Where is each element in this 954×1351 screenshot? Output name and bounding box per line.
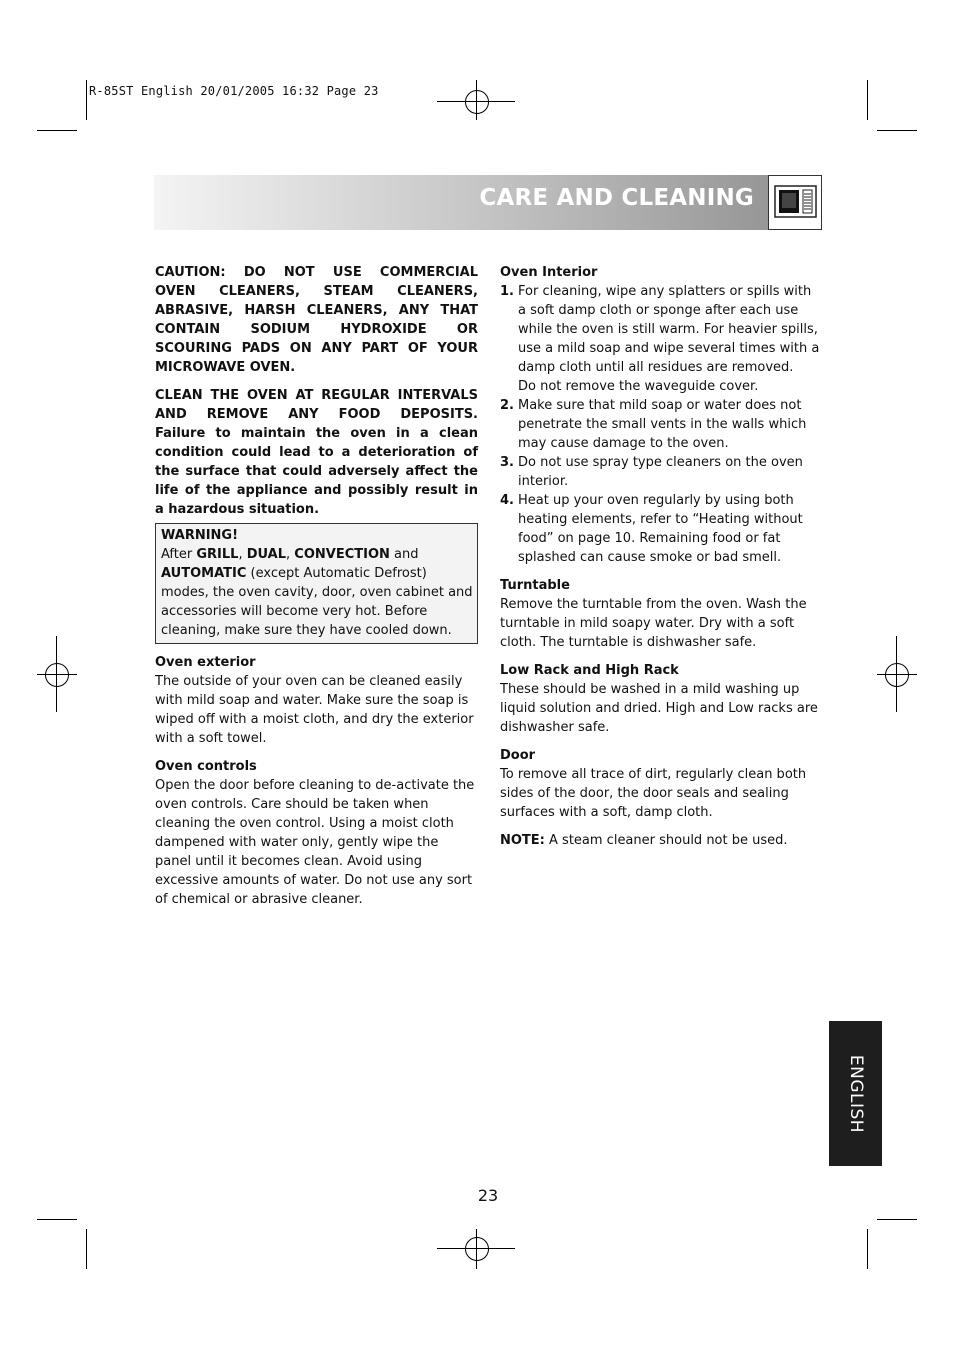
caution-paragraph <box>155 263 478 377</box>
page-number: 23 <box>477 1186 499 1205</box>
warning-text-part: (except Automatic Defrost) modes, the oven cavity, door, oven cabinet and accessories will become very hot. Before cleaning, make sure they have cooled down. <box>161 566 473 638</box>
microwave-oven-icon <box>768 175 822 230</box>
clean-line: life of the appliance and possibly result in <box>155 483 478 498</box>
page-title: CARE AND CLEANING <box>479 185 754 211</box>
registration-mark-icon <box>45 663 69 687</box>
crop-mark <box>86 80 87 120</box>
interior-steps <box>500 282 822 567</box>
list-item <box>500 453 822 491</box>
section-banner <box>154 175 822 230</box>
step-text: For cleaning, wipe any splatters or spills with a soft damp cloth or sponge after each use while the oven is still warm. For heavier spills, use a mild soap and wipe several times with a damp cloth until all residues are removed. <box>518 284 820 375</box>
registration-mark-icon <box>465 90 489 114</box>
warning-box <box>155 523 478 644</box>
racks-heading: Low Rack and High Rack <box>500 663 679 678</box>
mode-dual: DUAL <box>246 547 287 562</box>
clean-regularly-paragraph <box>155 386 478 519</box>
oven-controls-text: Open the door before cleaning to de-activate the oven controls. Care should be taken when cleaning the oven control. Using a moist cloth dampened with water only, gently wipe the panel until it becomes clean. Avoid using excessive amounts of water. Do not use any sort of chemical or abrasive cleaner. <box>155 778 475 907</box>
language-tab <box>829 1021 882 1166</box>
crop-mark <box>877 130 917 131</box>
crop-mark <box>476 80 477 120</box>
clean-line: CLEAN THE OVEN AT REGULAR INTERVALS <box>155 388 478 403</box>
step-text: Make sure that mild soap or water does not penetrate the small vents in the walls which may cause damage to the oven. <box>518 398 807 451</box>
warning-text-part: and <box>389 547 419 562</box>
step-text: Heat up your oven regularly by using both heating elements, refer to “Heating without food” on page 10. Remaining food or fat splashed can cause smoke or bad smell. <box>518 493 803 565</box>
language-tab-label: ENGLISH <box>845 1054 866 1133</box>
warning-text-part: , <box>286 547 295 562</box>
racks-text: These should be washed in a mild washing up liquid solution and dried. High and Low racks are dishwasher safe. <box>500 682 818 735</box>
list-item <box>500 396 822 453</box>
warning-text <box>161 545 473 640</box>
warning-title: WARNING! <box>161 528 239 543</box>
caution-line: ABRASIVE, HARSH CLEANERS, ANY THAT <box>155 303 478 318</box>
step-number: 4. <box>500 493 514 508</box>
crop-mark <box>867 1229 868 1269</box>
mode-grill: GRILL <box>196 547 239 562</box>
right-column <box>500 263 822 850</box>
crop-mark <box>877 674 917 675</box>
crop-mark <box>37 1219 77 1220</box>
clean-line: the surface that could adversely affect the <box>155 464 478 479</box>
clean-line: condition could lead to a deterioration of <box>155 445 478 460</box>
note-label: NOTE: <box>500 833 545 848</box>
warning-text-part: , <box>238 547 247 562</box>
crop-mark <box>476 1229 477 1269</box>
warning-text-part: After <box>161 547 197 562</box>
caution-line: SCOURING PADS ON ANY PART OF YOUR <box>155 341 478 356</box>
step-text: Do not remove the waveguide cover. <box>518 379 759 394</box>
caution-line: MICROWAVE OVEN. <box>155 360 296 375</box>
caution-line: CONTAIN SODIUM HYDROXIDE OR <box>155 322 478 337</box>
oven-exterior-heading: Oven exterior <box>155 655 256 670</box>
clean-line: AND REMOVE ANY FOOD DEPOSITS. <box>155 407 478 422</box>
step-number: 3. <box>500 455 514 470</box>
step-text: Do not use spray type cleaners on the oven interior. <box>518 455 803 489</box>
step-number: 2. <box>500 398 514 413</box>
door-text: To remove all trace of dirt, regularly clean both sides of the door, the door seals and sealing surfaces with a soft, damp cloth. <box>500 767 807 820</box>
mode-convection: CONVECTION <box>294 547 390 562</box>
caution-line: CAUTION: DO NOT USE COMMERCIAL <box>155 265 478 280</box>
note-paragraph <box>500 831 822 850</box>
oven-controls-heading: Oven controls <box>155 759 257 774</box>
crop-mark <box>56 636 57 712</box>
mode-automatic: AUTOMATIC <box>161 566 247 581</box>
left-column <box>155 263 478 909</box>
print-slug: R-85ST English 20/01/2005 16:32 Page 23 <box>89 84 379 98</box>
step-number: 1. <box>500 284 514 299</box>
door-heading: Door <box>500 748 536 763</box>
crop-mark <box>37 130 77 131</box>
registration-mark-icon <box>465 1237 489 1261</box>
crop-mark <box>896 636 897 712</box>
clean-line: a hazardous situation. <box>155 502 320 517</box>
list-item <box>500 282 822 396</box>
registration-mark-icon <box>885 663 909 687</box>
crop-mark <box>867 80 868 120</box>
oven-interior-heading: Oven Interior <box>500 265 598 280</box>
crop-mark <box>86 1229 87 1269</box>
turntable-text: Remove the turntable from the oven. Wash the turntable in mild soapy water. Dry with a soft cloth. The turntable is dishwasher safe. <box>500 597 807 650</box>
note-text: A steam cleaner should not be used. <box>544 833 788 848</box>
turntable-heading: Turntable <box>500 578 570 593</box>
crop-mark <box>877 1219 917 1220</box>
list-item <box>500 491 822 567</box>
oven-exterior-text: The outside of your oven can be cleaned easily with mild soap and water. Make sure the soap is wiped off with a moist cloth, and dry the exterior with a soft towel. <box>155 674 474 746</box>
caution-line: OVEN CLEANERS, STEAM CLEANERS, <box>155 284 478 299</box>
clean-line: Failure to maintain the oven in a clean <box>155 426 478 441</box>
crop-mark <box>37 674 77 675</box>
